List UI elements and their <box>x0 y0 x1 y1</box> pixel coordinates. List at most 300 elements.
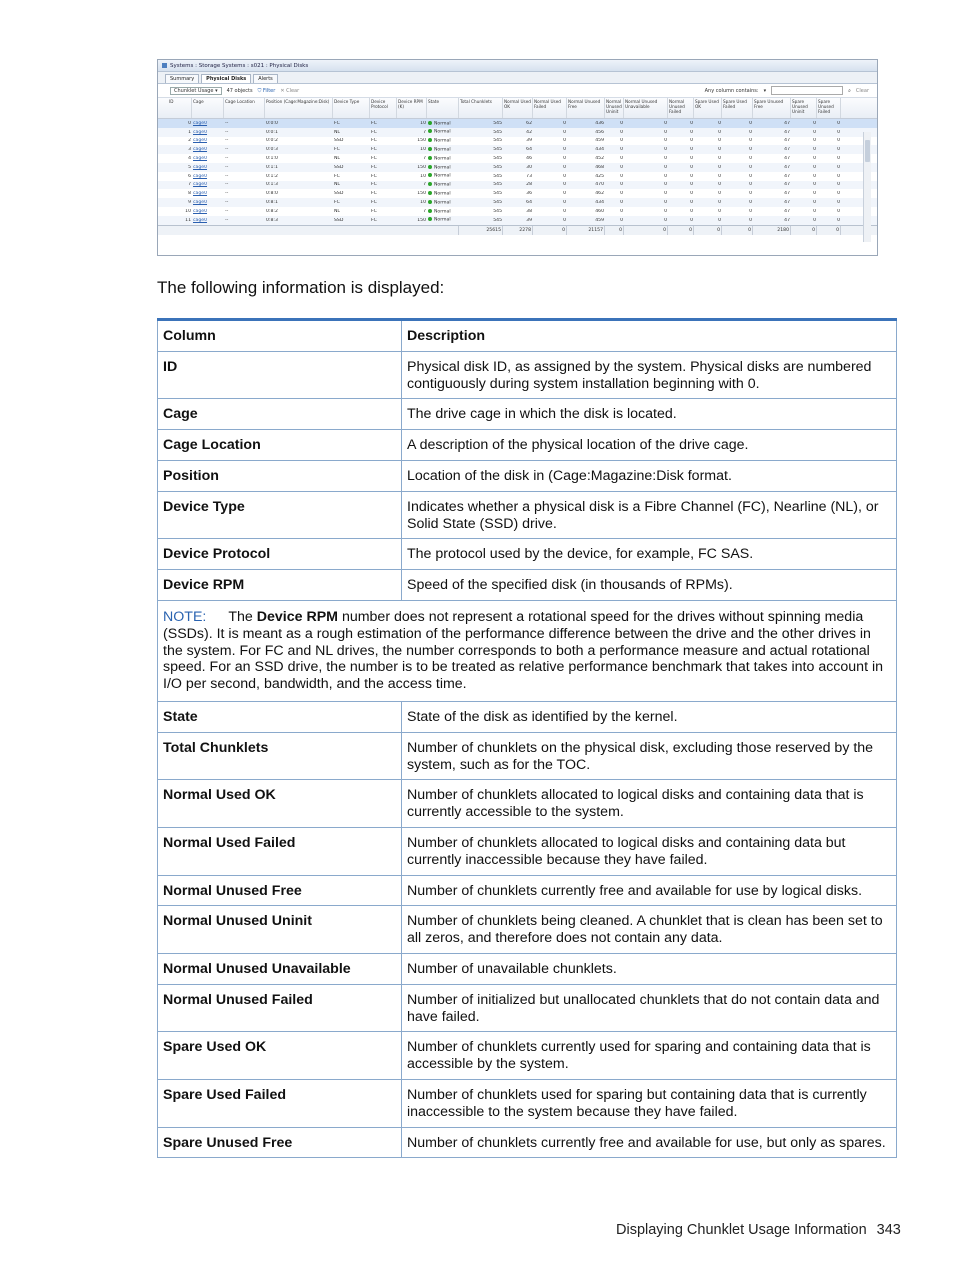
grid-cell: 0 <box>718 208 721 214</box>
total-cell: 0 <box>722 226 753 235</box>
grid-cell: 0:1:0 <box>266 156 278 162</box>
grid-cell: 0 <box>664 182 667 188</box>
grid-cell: 0 <box>749 156 752 162</box>
state-text: Normal <box>434 209 451 215</box>
state-text: Normal <box>434 147 451 153</box>
grid-cell: 545 <box>493 164 502 170</box>
grid-cell: 452 <box>595 156 604 162</box>
state-cell <box>427 129 459 135</box>
cage-link[interactable]: cage0 <box>193 164 208 170</box>
grid-cell: -- <box>225 164 229 170</box>
grid-cell: 11 <box>185 217 191 223</box>
grid-col-header[interactable]: Normal Used OK <box>503 98 533 118</box>
grid-col-header[interactable]: Normal Unused Unavailable <box>624 98 668 118</box>
state-cell <box>427 182 459 188</box>
total-cell: 0 <box>533 226 567 235</box>
table-row <box>158 399 897 430</box>
disk-row[interactable] <box>158 145 877 154</box>
grid-cell: 0 <box>620 173 623 179</box>
grid-cell: 0 <box>718 156 721 162</box>
grid-cell: 0 <box>620 191 623 197</box>
grid-cell: 0 <box>837 200 840 206</box>
grid-col-header[interactable]: ID <box>168 98 192 118</box>
grid-cell: -- <box>225 217 229 223</box>
filter-button[interactable]: ⛉ Filter <box>257 87 276 94</box>
state-text: Normal <box>434 129 451 135</box>
grid-cell: 545 <box>493 173 502 179</box>
grid-cell: 0 <box>664 173 667 179</box>
cage-link[interactable]: cage0 <box>193 138 208 144</box>
disk-row[interactable] <box>158 163 877 172</box>
grid-cell: 0:1:1 <box>266 164 278 170</box>
grid-cell: NL <box>334 208 340 214</box>
note-block <box>158 600 897 701</box>
cage-link[interactable]: cage0 <box>193 173 208 179</box>
column-name: Normal Unused Failed <box>158 984 402 1032</box>
grid-cell: 39 <box>526 217 532 223</box>
grid-cell: 0 <box>620 147 623 153</box>
grid-cell: 47 <box>784 173 790 179</box>
page-footer <box>616 1222 901 1238</box>
physical-disks-screenshot <box>157 59 878 256</box>
page-number: 343 <box>876 1222 901 1238</box>
grid-cell: 0:8:1 <box>266 200 278 206</box>
cage-link[interactable]: cage0 <box>193 156 208 162</box>
grid-cell: 0 <box>563 138 566 144</box>
cage-link[interactable]: cage0 <box>193 200 208 206</box>
status-ok-icon <box>428 191 432 195</box>
grid-cell: 2 <box>188 138 191 144</box>
table-row <box>158 491 897 539</box>
grid-cell: 47 <box>784 217 790 223</box>
grid-cell: FC <box>334 173 340 179</box>
grid-cell: 0 <box>664 208 667 214</box>
grid-cell: 1 <box>188 129 191 135</box>
header-column: Column <box>158 320 402 352</box>
column-description: Location of the disk in (Cage:Magazine:Disk format. <box>402 460 897 491</box>
grid-cell: -- <box>225 200 229 206</box>
grid-cell: 0 <box>749 138 752 144</box>
grid-cell: 0 <box>690 191 693 197</box>
grid-cell: 47 <box>784 182 790 188</box>
grid-cell: 0 <box>813 138 816 144</box>
grid-cell: 10 <box>185 208 191 214</box>
grid-cell: 0 <box>837 120 840 126</box>
grid-cell: 460 <box>595 208 604 214</box>
column-description: Number of initialized but unallocated chunklets that do not contain data and have failed. <box>402 984 897 1032</box>
column-description: The drive cage in which the disk is located. <box>402 399 897 430</box>
grid-cell: 0 <box>813 173 816 179</box>
grid-cell: 545 <box>493 208 502 214</box>
column-name: Position <box>158 460 402 491</box>
state-cell <box>427 138 459 144</box>
grid-cell: 0 <box>837 208 840 214</box>
state-text: Normal <box>434 173 451 179</box>
grid-cell: 0 <box>749 217 752 223</box>
grid-cell: 0 <box>749 147 752 153</box>
filter-label: Filter <box>262 87 276 94</box>
grid-cell: 470 <box>595 182 604 188</box>
grid-cell: NL <box>334 182 340 188</box>
column-search-input[interactable] <box>771 86 843 95</box>
disk-grid-totals <box>158 225 877 235</box>
cage-link[interactable]: cage0 <box>193 129 208 135</box>
grid-col-header[interactable]: Normal Unused Failed <box>668 98 694 118</box>
column-description: Number of chunklets allocated to logical disks and containing data but currently inaccessible because they have failed. <box>402 827 897 875</box>
column-name: Normal Unused Free <box>158 875 402 906</box>
grid-cell: 0 <box>620 208 623 214</box>
column-description: Number of chunklets allocated to logical disks and containing data that is currently accessible to the system. <box>402 780 897 828</box>
state-cell <box>427 173 459 179</box>
grid-cell: 0 <box>690 164 693 170</box>
grid-cell: FC <box>371 208 377 214</box>
column-description: Number of chunklets used for sparing but containing data that is currently inaccessible to the system because they have failed. <box>402 1079 897 1127</box>
column-name: Normal Unused Uninit <box>158 906 402 954</box>
grid-cell: 462 <box>595 191 604 197</box>
grid-cell: 0 <box>837 147 840 153</box>
clear-filter-label: Clear <box>286 87 300 94</box>
grid-cell: 0 <box>620 164 623 170</box>
grid-col-header[interactable]: Spare Unused Uninit <box>791 98 817 118</box>
grid-cell: 28 <box>526 182 532 188</box>
grid-col-header[interactable]: Normal Unused Uninit <box>605 98 624 118</box>
grid-cell: 47 <box>784 120 790 126</box>
any-column-label: Any column contains: <box>704 87 759 94</box>
tab-physical-disks[interactable]: Physical Disks <box>201 74 251 83</box>
status-ok-icon <box>428 147 432 151</box>
grid-cell: 10 <box>420 200 426 206</box>
grid-cell: FC <box>371 147 377 153</box>
column-name: State <box>158 701 402 732</box>
grid-col-header[interactable]: Position (Cage:Magazine:Disk) <box>265 98 333 118</box>
grid-cell: 0:0:3 <box>266 147 278 153</box>
grid-cell: 0 <box>813 129 816 135</box>
grid-cell: FC <box>371 217 377 223</box>
grid-cell: 545 <box>493 129 502 135</box>
object-count: 47 objects <box>226 87 253 94</box>
grid-cell: 425 <box>595 173 604 179</box>
grid-cell: 0 <box>718 173 721 179</box>
column-description: The protocol used by the device, for example, FC SAS. <box>402 539 897 570</box>
grid-col-header[interactable]: Spare Used OK <box>694 98 722 118</box>
grid-cell: 545 <box>493 217 502 223</box>
cage-link[interactable]: cage0 <box>193 120 208 126</box>
grid-cell: 8 <box>188 191 191 197</box>
search-icon[interactable]: ⌕ <box>848 87 851 94</box>
footer-section-title: Displaying Chunklet Usage Information <box>616 1222 867 1238</box>
grid-col-header[interactable]: Spare Unused Failed <box>817 98 841 118</box>
disk-row[interactable] <box>158 181 877 190</box>
grid-cell: 0 <box>749 120 752 126</box>
grid-cell: 47 <box>784 191 790 197</box>
grid-col-header[interactable]: Total Chunklets <box>459 98 503 118</box>
grid-col-header[interactable]: Cage <box>192 98 224 118</box>
clear-filter-button[interactable]: ✕ Clear <box>280 87 300 94</box>
chevron-down-icon[interactable]: ▾ <box>763 87 767 94</box>
grid-cell: 7 <box>423 129 426 135</box>
table-row <box>158 780 897 828</box>
state-text: Normal <box>434 217 451 223</box>
grid-cell: SSD <box>334 217 344 223</box>
grid-cell: FC <box>371 129 377 135</box>
grid-cell: 0 <box>690 147 693 153</box>
state-text: Normal <box>434 191 451 197</box>
total-cell: 0 <box>817 226 841 235</box>
grid-cell: 0 <box>664 164 667 170</box>
note-row <box>158 600 897 701</box>
grid-cell: 150 <box>417 191 426 197</box>
grid-cell: 545 <box>493 138 502 144</box>
grid-cell: 0 <box>563 129 566 135</box>
grid-cell: 47 <box>784 138 790 144</box>
status-ok-icon <box>428 121 432 125</box>
grid-cell: 0 <box>563 208 566 214</box>
grid-cell: 0 <box>690 129 693 135</box>
total-cell: 0 <box>791 226 817 235</box>
grid-cell: 7 <box>423 156 426 162</box>
state-cell <box>427 209 459 215</box>
disk-row[interactable] <box>158 128 877 137</box>
grid-cell: 0 <box>718 120 721 126</box>
column-description: Indicates whether a physical disk is a Fibre Channel (FC), Nearline (NL), or Solid State (SSD) drive. <box>402 491 897 539</box>
column-description: Number of chunklets on the physical disk, excluding those reserved by the system, such as for the TOC. <box>402 732 897 780</box>
scrollbar-thumb[interactable] <box>865 140 870 162</box>
grid-cell: NL <box>334 129 340 135</box>
grid-cell: 0 <box>690 208 693 214</box>
grid-cell: FC <box>371 200 377 206</box>
grid-cell: 62 <box>526 120 532 126</box>
grid-cell: 459 <box>595 217 604 223</box>
grid-col-header[interactable]: Normal Used Failed <box>533 98 567 118</box>
column-description: Physical disk ID, as assigned by the system. Physical disks are numbered contiguously during system installation beginning with 0. <box>402 351 897 399</box>
search-clear-button[interactable]: Clear <box>855 87 869 94</box>
total-cell: 0 <box>668 226 694 235</box>
state-text: Normal <box>434 182 451 188</box>
cage-link[interactable]: cage0 <box>193 182 208 188</box>
grid-cell: 3 <box>188 147 191 153</box>
table-row <box>158 539 897 570</box>
view-select[interactable]: Chunklet Usage ▾ <box>170 87 222 95</box>
column-name: Device RPM <box>158 570 402 601</box>
grid-cell: 0:8:3 <box>266 217 278 223</box>
grid-cell: 0 <box>690 217 693 223</box>
grid-cell: 0 <box>690 156 693 162</box>
column-description: Speed of the specified disk (in thousands of RPMs). <box>402 570 897 601</box>
grid-cell: 0 <box>813 120 816 126</box>
grid-col-header[interactable]: Cage Location <box>224 98 265 118</box>
grid-cell: 0 <box>718 217 721 223</box>
column-name: Total Chunklets <box>158 732 402 780</box>
grid-col-header[interactable]: State <box>427 98 459 118</box>
grid-cell: 47 <box>784 208 790 214</box>
grid-cell: 0 <box>718 129 721 135</box>
state-cell <box>427 121 459 127</box>
grid-cell: 0 <box>813 156 816 162</box>
cage-link[interactable]: cage0 <box>193 217 208 223</box>
grid-cell: 64 <box>526 147 532 153</box>
grid-cell: -- <box>225 182 229 188</box>
table-row <box>158 1127 897 1158</box>
grid-cell: FC <box>371 120 377 126</box>
grid-cell: 0 <box>620 182 623 188</box>
grid-cell: 7 <box>423 208 426 214</box>
grid-cell: 150 <box>417 164 426 170</box>
total-cell: 2278 <box>503 226 533 235</box>
grid-cell: 0:8:0 <box>266 191 278 197</box>
disk-row[interactable] <box>158 119 877 128</box>
column-description: Number of chunklets currently free and available for use by logical disks. <box>402 875 897 906</box>
grid-cell: SSD <box>334 164 344 170</box>
grid-cell: FC <box>371 138 377 144</box>
grid-cell: 545 <box>493 147 502 153</box>
table-row <box>158 875 897 906</box>
grid-cell: 4 <box>188 156 191 162</box>
total-cell: 0 <box>694 226 722 235</box>
status-ok-icon <box>428 165 432 169</box>
column-name: ID <box>158 351 402 399</box>
column-description: Number of chunklets currently used for sparing and containing data that is accessible by the system. <box>402 1032 897 1080</box>
grid-cell: 0 <box>837 191 840 197</box>
column-description: Number of chunklets currently free and available for use, but only as spares. <box>402 1127 897 1158</box>
grid-cell: 0 <box>813 182 816 188</box>
grid-cell: SSD <box>334 191 344 197</box>
grid-cell: 0 <box>563 120 566 126</box>
column-name: Spare Unused Free <box>158 1127 402 1158</box>
header-description: Description <box>402 320 897 352</box>
grid-cell: 0 <box>837 182 840 188</box>
grid-cell: 47 <box>784 164 790 170</box>
grid-cell: NL <box>334 156 340 162</box>
state-text: Normal <box>434 121 451 127</box>
status-ok-icon <box>428 200 432 204</box>
grid-cell: -- <box>225 173 229 179</box>
grid-cell: -- <box>225 191 229 197</box>
state-cell <box>427 156 459 162</box>
grid-cell: 0 <box>664 217 667 223</box>
table-row <box>158 984 897 1032</box>
grid-cell: 0:8:2 <box>266 208 278 214</box>
disk-row[interactable] <box>158 189 877 198</box>
toolbar <box>158 84 877 98</box>
cage-link[interactable]: cage0 <box>193 147 208 153</box>
grid-cell: 0 <box>718 200 721 206</box>
table-row <box>158 1032 897 1080</box>
total-cell: 2180 <box>753 226 791 235</box>
breadcrumb <box>158 60 877 72</box>
grid-cell: 0 <box>620 129 623 135</box>
grid-cell: 0:1:3 <box>266 182 278 188</box>
grid-cell: 468 <box>595 164 604 170</box>
column-name: Normal Used OK <box>158 780 402 828</box>
status-ok-icon <box>428 156 432 160</box>
grid-cell: 0 <box>563 173 566 179</box>
grid-cell: 0 <box>563 217 566 223</box>
disk-row[interactable] <box>158 198 877 207</box>
state-cell <box>427 147 459 153</box>
table-row <box>158 732 897 780</box>
column-description: State of the disk as identified by the kernel. <box>402 701 897 732</box>
table-row <box>158 351 897 399</box>
grid-cell: FC <box>334 120 340 126</box>
disk-row[interactable] <box>158 216 877 225</box>
grid-cell: 7 <box>423 182 426 188</box>
grid-cell: 10 <box>420 147 426 153</box>
grid-cell: 36 <box>526 191 532 197</box>
grid-col-header[interactable]: Spare Unused Free <box>753 98 791 118</box>
grid-cell: 39 <box>526 138 532 144</box>
disk-row[interactable] <box>158 172 877 181</box>
status-ok-icon <box>428 182 432 186</box>
state-text: Normal <box>434 165 451 171</box>
grid-cell: 436 <box>595 120 604 126</box>
grid-cell: 150 <box>417 138 426 144</box>
grid-cell: 0 <box>813 191 816 197</box>
grid-cell: FC <box>334 147 340 153</box>
grid-cell: 0 <box>690 200 693 206</box>
grid-cell: 9 <box>188 200 191 206</box>
grid-scrollbar[interactable] <box>863 132 871 242</box>
grid-cell: 0 <box>690 120 693 126</box>
column-name: Cage Location <box>158 430 402 461</box>
grid-cell: 0 <box>620 217 623 223</box>
grid-cell: 0 <box>837 164 840 170</box>
grid-cell: 0 <box>813 200 816 206</box>
cage-link[interactable]: cage0 <box>193 208 208 214</box>
grid-cell: 0 <box>718 138 721 144</box>
total-cell: 0 <box>605 226 624 235</box>
grid-cell: FC <box>334 200 340 206</box>
grid-cell: 0 <box>837 156 840 162</box>
tab-alerts[interactable]: Alerts <box>253 74 278 83</box>
grid-cell: 0 <box>664 200 667 206</box>
table-row <box>158 953 897 984</box>
grid-cell: 0 <box>749 200 752 206</box>
grid-col-header[interactable]: Normal Unused Free <box>567 98 605 118</box>
grid-cell: 10 <box>420 120 426 126</box>
grid-col-header[interactable]: Device RPM (K) <box>397 98 427 118</box>
disk-row[interactable] <box>158 207 877 216</box>
totals-spacer <box>168 226 459 235</box>
total-cell: 0 <box>624 226 668 235</box>
grid-cell: FC <box>371 191 377 197</box>
grid-cell: 10 <box>420 173 426 179</box>
grid-col-header[interactable]: Device Type <box>333 98 370 118</box>
state-cell <box>427 200 459 206</box>
grid-cell: 545 <box>493 200 502 206</box>
grid-cell: 7 <box>188 182 191 188</box>
grid-cell: 0 <box>664 120 667 126</box>
grid-cell: 434 <box>595 147 604 153</box>
column-name: Device Protocol <box>158 539 402 570</box>
grid-col-header[interactable]: Device Protocol <box>370 98 397 118</box>
grid-cell: 0 <box>718 182 721 188</box>
column-description: A description of the physical location of the drive cage. <box>402 430 897 461</box>
view-select-value: Chunklet Usage <box>174 87 214 94</box>
tab-summary[interactable]: Summary <box>165 74 199 83</box>
column-description-table <box>157 318 897 1158</box>
column-name: Spare Used OK <box>158 1032 402 1080</box>
grid-cell: 0 <box>749 191 752 197</box>
disk-row[interactable] <box>158 154 877 163</box>
grid-cell: FC <box>371 173 377 179</box>
disk-row[interactable] <box>158 137 877 146</box>
breadcrumb-text: Systems : Storage Systems : s021 : Physical Disks <box>170 62 309 69</box>
grid-cell: -- <box>225 208 229 214</box>
grid-cell: 0 <box>620 138 623 144</box>
grid-col-header[interactable]: Spare Used Failed <box>722 98 753 118</box>
grid-cell: FC <box>371 182 377 188</box>
cage-link[interactable]: cage0 <box>193 191 208 197</box>
